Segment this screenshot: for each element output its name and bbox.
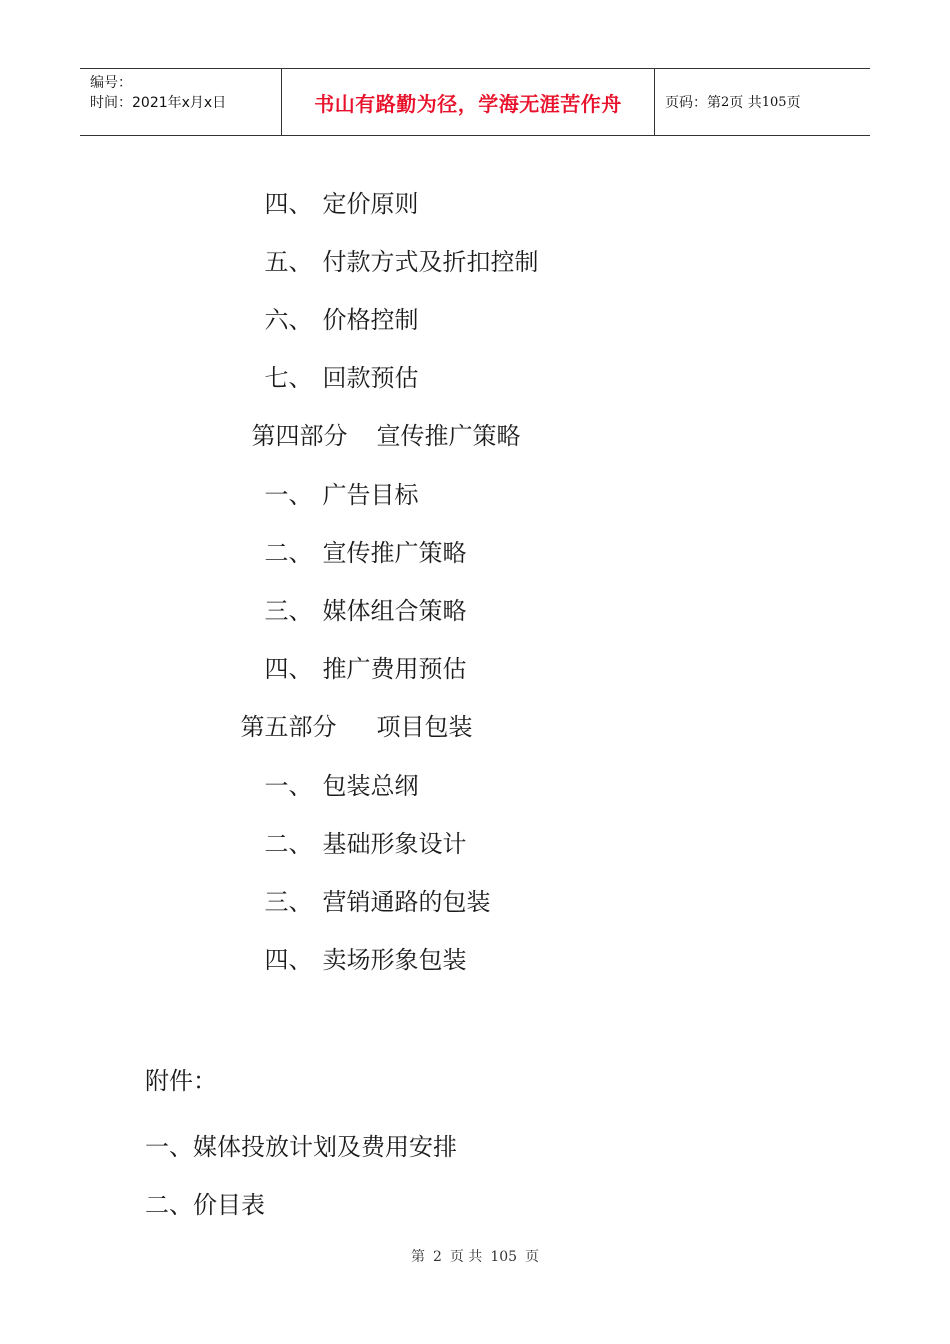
item-text: 推广费用预估 bbox=[322, 655, 467, 683]
section-title: 宣传推广策略 bbox=[376, 422, 521, 450]
number-label: 编号： bbox=[90, 75, 132, 91]
page-header bbox=[80, 68, 870, 136]
item-mark: 二、 bbox=[264, 830, 313, 858]
section-title: 项目包装 bbox=[376, 713, 473, 741]
header-page-info bbox=[655, 69, 870, 135]
header-motto: 书山有路勤为径，学海无涯苦作舟 bbox=[314, 91, 622, 116]
item-mark: 三、 bbox=[264, 597, 313, 625]
item-text: 卖场形象包装 bbox=[322, 946, 467, 974]
item-mark: 一、 bbox=[264, 481, 313, 509]
attachments-heading: 附件： bbox=[145, 1067, 217, 1095]
item-mark: 一、 bbox=[264, 772, 313, 800]
item-text: 媒体组合策略 bbox=[322, 597, 467, 625]
section-part: 第四部分 bbox=[251, 422, 348, 450]
section-part: 第五部分 bbox=[240, 713, 337, 741]
page-mid: 页 共 bbox=[729, 95, 762, 111]
item-text: 回款预估 bbox=[322, 364, 419, 392]
header-motto-cell bbox=[282, 69, 655, 135]
page-number: 2 bbox=[721, 94, 730, 110]
item-text: 包装总纲 bbox=[322, 772, 419, 800]
item-text: 定价原则 bbox=[322, 190, 419, 218]
page-end: 页 bbox=[786, 95, 801, 111]
page-footer bbox=[0, 1246, 950, 1266]
item-text: 价格控制 bbox=[322, 306, 419, 334]
item-text: 广告目标 bbox=[322, 481, 419, 509]
attachment-item: 二、价目表 bbox=[145, 1191, 265, 1219]
time-label: 时间：2021年x月x日 bbox=[90, 95, 227, 111]
footer-mid: 页 共 bbox=[449, 1249, 483, 1265]
footer-total: 105 bbox=[490, 1249, 518, 1265]
item-mark: 三、 bbox=[264, 888, 313, 916]
item-mark: 四、 bbox=[264, 190, 313, 218]
item-mark: 四、 bbox=[264, 655, 313, 683]
item-text: 宣传推广策略 bbox=[322, 539, 467, 567]
item-mark: 四、 bbox=[264, 946, 313, 974]
page-total: 105 bbox=[761, 94, 787, 110]
footer-suffix: 页 bbox=[525, 1249, 540, 1265]
item-text: 营销通路的包装 bbox=[322, 888, 491, 916]
footer-page: 2 bbox=[432, 1249, 442, 1265]
header-meta bbox=[80, 69, 282, 135]
item-mark: 六、 bbox=[264, 306, 313, 334]
item-text: 基础形象设计 bbox=[322, 830, 467, 858]
item-mark: 七、 bbox=[264, 364, 313, 392]
list-item bbox=[234, 915, 467, 1005]
item-text: 付款方式及折扣控制 bbox=[322, 248, 539, 276]
page-label: 页码：第 bbox=[665, 95, 721, 111]
item-mark: 五、 bbox=[264, 248, 313, 276]
item-mark: 二、 bbox=[264, 539, 313, 567]
footer-prefix: 第 bbox=[410, 1249, 425, 1265]
attachment-item: 一、媒体投放计划及费用安排 bbox=[145, 1133, 457, 1161]
